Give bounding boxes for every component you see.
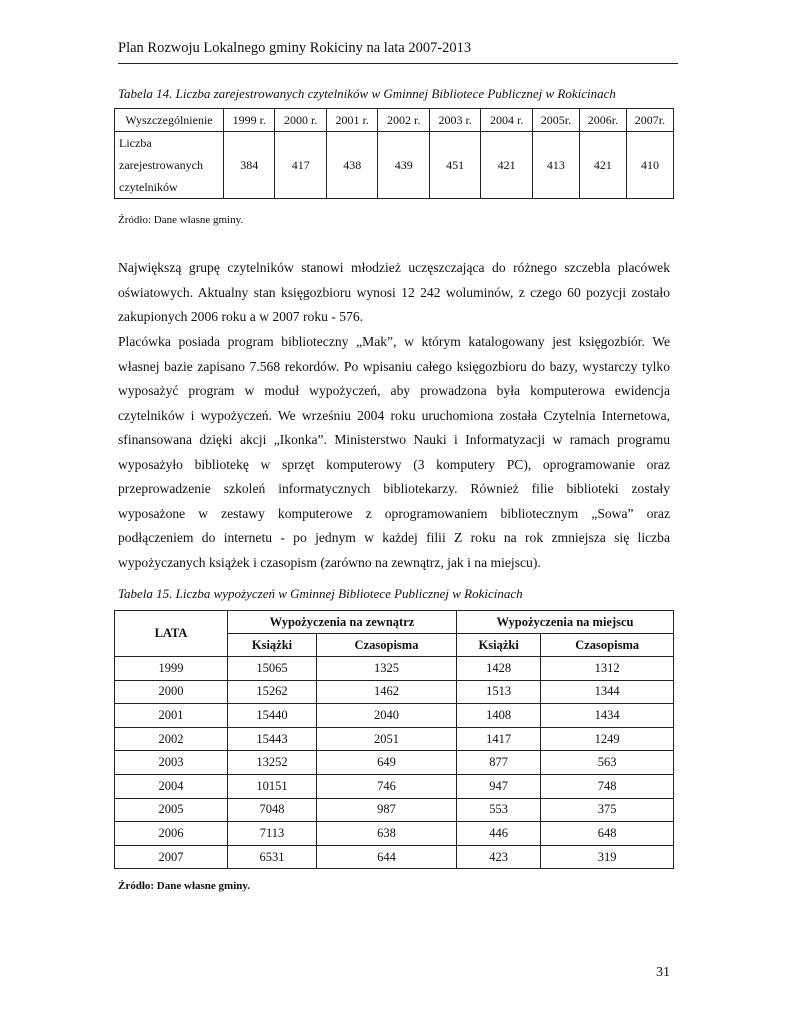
table14-header-cell: 2002 r. [378,109,429,132]
table14-value-cell: 384 [224,132,275,199]
value-cell: 638 [317,822,457,846]
table-row [115,727,674,751]
value-cell: 947 [456,774,540,798]
year-cell: 2006 [115,822,228,846]
value-cell: 877 [456,751,540,775]
table-row [115,680,674,704]
table14-header-cell: 2005r. [532,109,579,132]
table15-body [115,657,674,869]
table14-readers [114,108,674,199]
row-label-line: zarejestrowanych [119,158,203,172]
value-cell: 1428 [456,657,540,681]
year-cell: 2001 [115,704,228,728]
table14-value-cell: 417 [275,132,326,199]
value-cell: 319 [541,845,674,869]
value-cell: 748 [541,774,674,798]
year-cell: 2003 [115,751,228,775]
value-cell: 1325 [317,657,457,681]
value-cell: 375 [541,798,674,822]
value-cell: 2040 [317,704,457,728]
page-number: 31 [656,965,670,980]
table15-subheader-mags: Czasopisma [541,634,674,657]
value-cell: 746 [317,774,457,798]
table-row [115,657,674,681]
value-cell: 446 [456,822,540,846]
value-cell: 2051 [317,727,457,751]
value-cell: 15065 [228,657,317,681]
value-cell: 15443 [228,727,317,751]
value-cell: 423 [456,845,540,869]
table15-header-group-out: Wypożyczenia na zewnątrz [228,611,457,634]
value-cell: 648 [541,822,674,846]
value-cell: 7048 [228,798,317,822]
value-cell: 10151 [228,774,317,798]
table15-header-lata: LATA [115,611,228,657]
table14-value-cell: 413 [532,132,579,199]
table15-header-row [115,611,674,634]
value-cell: 1312 [541,657,674,681]
table14-header-cell: 2007r. [626,109,673,132]
value-cell: 7113 [228,822,317,846]
table14-header-cell: 2001 r. [326,109,377,132]
table14-header-cell: 1999 r. [224,109,275,132]
value-cell: 1462 [317,680,457,704]
table14-caption: Tabela 14. Liczba zarejestrowanych czytelników w Gminnej Bibliotece Publicznej w Rokicinach [118,86,616,101]
paragraph-readers: Największą grupę czytelników stanowi młodzież uczęszczająca do różnego szczebla placówek oświatowych. Aktualny stan księgozbioru wynosi 12 242 woluminów, z czego 60 pozycji zostało zakupionych 2006 roku a w 2007 roku - 576. [118,260,670,324]
value-cell: 563 [541,751,674,775]
table15-source: Źródło: Dane własne gminy. [118,880,251,892]
value-cell: 13252 [228,751,317,775]
year-cell: 2000 [115,680,228,704]
value-cell: 649 [317,751,457,775]
table15-subheader-books: Książki [456,634,540,657]
value-cell: 6531 [228,845,317,869]
table15-header-group-in: Wypożyczenia na miejscu [456,611,673,634]
value-cell: 1344 [541,680,674,704]
value-cell: 15440 [228,704,317,728]
value-cell: 15262 [228,680,317,704]
paragraph-library-program: Placówka posiada program biblioteczny „Mak”, w którym katalogowany jest księgozbiór. We własnej bazie zapisano 7.568 rekordów. Po wpisaniu całego księgozbioru do bazy, wystarczy tylko wyposażyć program w moduł wypożyczeń, aby prowadzona była komputerowa ewidencja czytelników i wypożyczeń. We wrześniu 2004 roku uruchomiona została Czytelnia Internetowa, sfinansowana dzięki akcji „Ikonka”. Ministerstwo Nauki i Informatyzacji w ramach programu wyposażyło bibliotekę w sprzęt komputerowy (3 komputery PC), oprogramowanie oraz przeprowadzenie szkoleń informatycznych bibliotekarzy. Również filie biblioteki zostały wyposażone w zestawy komputerowe z oprogramowaniem bibliotecznym „Sowa” oraz podłączeniem do internetu - po jednym w każdej filii Z roku na rok zmniejsza się liczba wypożyczanych książek i czasopism (zarówno na zewnątrz, jak i na miejscu). [118,334,670,570]
value-cell: 1434 [541,704,674,728]
value-cell: 1249 [541,727,674,751]
table14-value-cell: 451 [429,132,480,199]
table14-value-cell: 410 [626,132,673,199]
row-label-line: czytelników [119,180,178,194]
table14-header-cell: 2003 r. [429,109,480,132]
value-cell: 644 [317,845,457,869]
table14-source: Źródło: Dane własne gminy. [118,214,244,226]
table14-data-row [115,132,674,199]
table14-header-cell: 2006r. [579,109,626,132]
table15-caption: Tabela 15. Liczba wypożyczeń w Gminnej Bibliotece Publicznej w Rokicinach [118,586,523,601]
value-cell: 987 [317,798,457,822]
value-cell: 1408 [456,704,540,728]
table-row [115,704,674,728]
table15-subheader-mags: Czasopisma [317,634,457,657]
page-header: Plan Rozwoju Lokalnego gminy Rokiciny na lata 2007-2013 [118,40,678,64]
table14-header-cell: 2004 r. [481,109,532,132]
table14-value-cell: 438 [326,132,377,199]
value-cell: 1417 [456,727,540,751]
table14-value-cell: 421 [579,132,626,199]
table14-header-row [115,109,674,132]
table-row [115,751,674,775]
table15-loans [114,610,674,869]
value-cell: 553 [456,798,540,822]
row-label-line: Liczba [119,136,152,150]
table14-value-cell: 439 [378,132,429,199]
year-cell: 2002 [115,727,228,751]
year-cell: 1999 [115,657,228,681]
year-cell: 2007 [115,845,228,869]
table-row [115,845,674,869]
value-cell: 1513 [456,680,540,704]
table15-subheader-books: Książki [228,634,317,657]
table14-header-cell: Wyszczególnienie [115,109,224,132]
table14-value-cell: 421 [481,132,532,199]
table-row [115,774,674,798]
table-row [115,822,674,846]
year-cell: 2004 [115,774,228,798]
table-row [115,798,674,822]
table14-row-label [115,132,224,199]
table14-header-cell: 2000 r. [275,109,326,132]
year-cell: 2005 [115,798,228,822]
